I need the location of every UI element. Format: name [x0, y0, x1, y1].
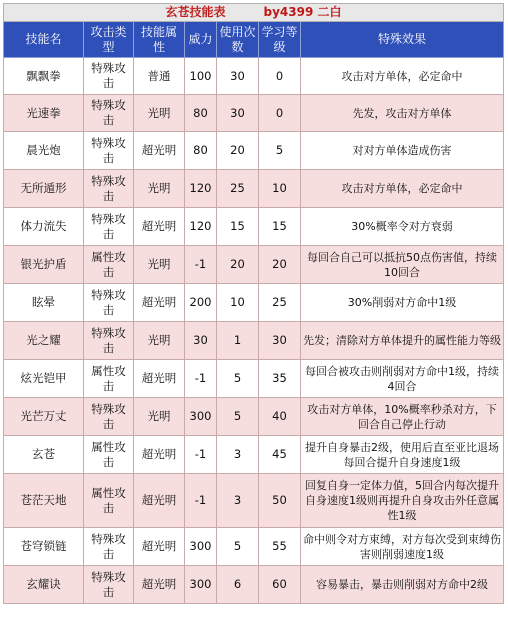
power-cell: 120 — [185, 170, 217, 208]
skill-attribute-cell: 光明 — [134, 95, 185, 132]
learn-level-cell: 50 — [259, 474, 301, 528]
skill-attribute-cell: 超光明 — [134, 436, 185, 474]
header-learn-level: 学习等级 — [259, 22, 301, 58]
uses-cell: 30 — [217, 95, 259, 132]
special-effect-cell: 攻击对方单体，必定命中 — [301, 58, 504, 95]
special-effect-cell: 30%概率令对方衰弱 — [301, 208, 504, 246]
skill-attribute-cell: 超光明 — [134, 360, 185, 398]
skill-attribute-cell: 普通 — [134, 58, 185, 95]
uses-cell: 3 — [217, 436, 259, 474]
skill-attribute-cell: 光明 — [134, 170, 185, 208]
power-cell: 80 — [185, 132, 217, 170]
attack-type-cell: 特殊攻击 — [84, 132, 134, 170]
skill-attribute-cell: 超光明 — [134, 474, 185, 528]
skill-name-cell: 光之耀 — [4, 322, 84, 360]
table-row — [4, 246, 504, 284]
table-row — [4, 284, 504, 322]
table-row — [4, 474, 504, 528]
special-effect-cell: 攻击对方单体，10%概率秒杀对方，下回合自己停止行动 — [301, 398, 504, 436]
learn-level-cell: 0 — [259, 58, 301, 95]
power-cell: -1 — [185, 246, 217, 284]
skill-table — [3, 3, 504, 604]
table-row — [4, 360, 504, 398]
uses-cell: 10 — [217, 284, 259, 322]
skill-name-cell: 光速拳 — [4, 95, 84, 132]
header-attack-type: 攻击类型 — [84, 22, 134, 58]
learn-level-cell: 40 — [259, 398, 301, 436]
header-skill-name: 技能名 — [4, 22, 84, 58]
special-effect-cell: 回复自身一定体力值，5回合内每次提升自身速度1级则再提升自身攻击外任意属性1级 — [301, 474, 504, 528]
attack-type-cell: 特殊攻击 — [84, 284, 134, 322]
header-uses: 使用次数 — [217, 22, 259, 58]
attack-type-cell: 特殊攻击 — [84, 566, 134, 604]
power-cell: 300 — [185, 528, 217, 566]
attack-type-cell: 特殊攻击 — [84, 170, 134, 208]
uses-cell: 6 — [217, 566, 259, 604]
power-cell: -1 — [185, 474, 217, 528]
header-row — [4, 22, 504, 58]
attack-type-cell: 属性攻击 — [84, 246, 134, 284]
skill-name-cell: 无所遁形 — [4, 170, 84, 208]
skill-attribute-cell: 超光明 — [134, 208, 185, 246]
skill-name-cell: 体力流失 — [4, 208, 84, 246]
special-effect-cell: 提升自身暴击2级，使用后直至亚比退场每回合提升自身速度1级 — [301, 436, 504, 474]
special-effect-cell: 攻击对方单体，必定命中 — [301, 170, 504, 208]
learn-level-cell: 20 — [259, 246, 301, 284]
attack-type-cell: 特殊攻击 — [84, 95, 134, 132]
power-cell: 80 — [185, 95, 217, 132]
learn-level-cell: 25 — [259, 284, 301, 322]
uses-cell: 5 — [217, 398, 259, 436]
uses-cell: 15 — [217, 208, 259, 246]
header-special-effect: 特殊效果 — [301, 22, 504, 58]
table-row — [4, 322, 504, 360]
special-effect-cell: 30%削弱对方命中1级 — [301, 284, 504, 322]
attack-type-cell: 特殊攻击 — [84, 322, 134, 360]
learn-level-cell: 5 — [259, 132, 301, 170]
skill-name-cell: 光芒万丈 — [4, 398, 84, 436]
table-author: by4399 二白 — [263, 5, 342, 19]
uses-cell: 5 — [217, 360, 259, 398]
skill-attribute-cell: 光明 — [134, 322, 185, 360]
power-cell: 30 — [185, 322, 217, 360]
attack-type-cell: 特殊攻击 — [84, 208, 134, 246]
attack-type-cell: 属性攻击 — [84, 360, 134, 398]
attack-type-cell: 属性攻击 — [84, 474, 134, 528]
special-effect-cell: 对对方单体造成伤害 — [301, 132, 504, 170]
uses-cell: 3 — [217, 474, 259, 528]
power-cell: 300 — [185, 398, 217, 436]
power-cell: 100 — [185, 58, 217, 95]
attack-type-cell: 特殊攻击 — [84, 398, 134, 436]
special-effect-cell: 容易暴击，暴击则削弱对方命中2级 — [301, 566, 504, 604]
uses-cell: 20 — [217, 132, 259, 170]
learn-level-cell: 60 — [259, 566, 301, 604]
skill-name-cell: 玄苍 — [4, 436, 84, 474]
skill-name-cell: 炫光铠甲 — [4, 360, 84, 398]
special-effect-cell: 命中则令对方束缚，对方每次受到束缚伤害则削弱速度1级 — [301, 528, 504, 566]
table-row — [4, 528, 504, 566]
special-effect-cell: 先发；清除对方单体提升的属性能力等级 — [301, 322, 504, 360]
table-row — [4, 132, 504, 170]
table-row — [4, 436, 504, 474]
learn-level-cell: 10 — [259, 170, 301, 208]
table-title: 玄苍技能表 — [165, 5, 226, 19]
power-cell: 120 — [185, 208, 217, 246]
table-row — [4, 398, 504, 436]
power-cell: -1 — [185, 360, 217, 398]
attack-type-cell: 特殊攻击 — [84, 528, 134, 566]
uses-cell: 5 — [217, 528, 259, 566]
special-effect-cell: 每回合被攻击则削弱对方命中1级，持续4回合 — [301, 360, 504, 398]
skill-name-cell: 晨光炮 — [4, 132, 84, 170]
header-power: 威力 — [185, 22, 217, 58]
uses-cell: 1 — [217, 322, 259, 360]
uses-cell: 25 — [217, 170, 259, 208]
learn-level-cell: 30 — [259, 322, 301, 360]
skill-name-cell: 苍茫天地 — [4, 474, 84, 528]
attack-type-cell: 属性攻击 — [84, 436, 134, 474]
skill-attribute-cell: 超光明 — [134, 528, 185, 566]
skill-name-cell: 苍穹锁链 — [4, 528, 84, 566]
learn-level-cell: 35 — [259, 360, 301, 398]
table-row — [4, 566, 504, 604]
power-cell: 300 — [185, 566, 217, 604]
learn-level-cell: 15 — [259, 208, 301, 246]
learn-level-cell: 55 — [259, 528, 301, 566]
skill-attribute-cell: 超光明 — [134, 132, 185, 170]
skill-name-cell: 飘飘拳 — [4, 58, 84, 95]
skill-attribute-cell: 光明 — [134, 246, 185, 284]
power-cell: -1 — [185, 436, 217, 474]
table-row — [4, 170, 504, 208]
special-effect-cell: 先发，攻击对方单体 — [301, 95, 504, 132]
table-title-cell — [4, 4, 504, 22]
skill-attribute-cell: 超光明 — [134, 284, 185, 322]
power-cell: 200 — [185, 284, 217, 322]
skill-name-cell: 眩晕 — [4, 284, 84, 322]
skill-attribute-cell: 超光明 — [134, 566, 185, 604]
attack-type-cell: 特殊攻击 — [84, 58, 134, 95]
uses-cell: 30 — [217, 58, 259, 95]
learn-level-cell: 45 — [259, 436, 301, 474]
header-skill-attribute: 技能属性 — [134, 22, 185, 58]
skill-name-cell: 玄耀诀 — [4, 566, 84, 604]
table-row — [4, 58, 504, 95]
table-row — [4, 95, 504, 132]
skill-name-cell: 银光护盾 — [4, 246, 84, 284]
skill-attribute-cell: 光明 — [134, 398, 185, 436]
uses-cell: 20 — [217, 246, 259, 284]
special-effect-cell: 每回合自己可以抵抗50点伤害值，持续10回合 — [301, 246, 504, 284]
learn-level-cell: 0 — [259, 95, 301, 132]
skill-table-container — [3, 3, 503, 604]
table-row — [4, 208, 504, 246]
